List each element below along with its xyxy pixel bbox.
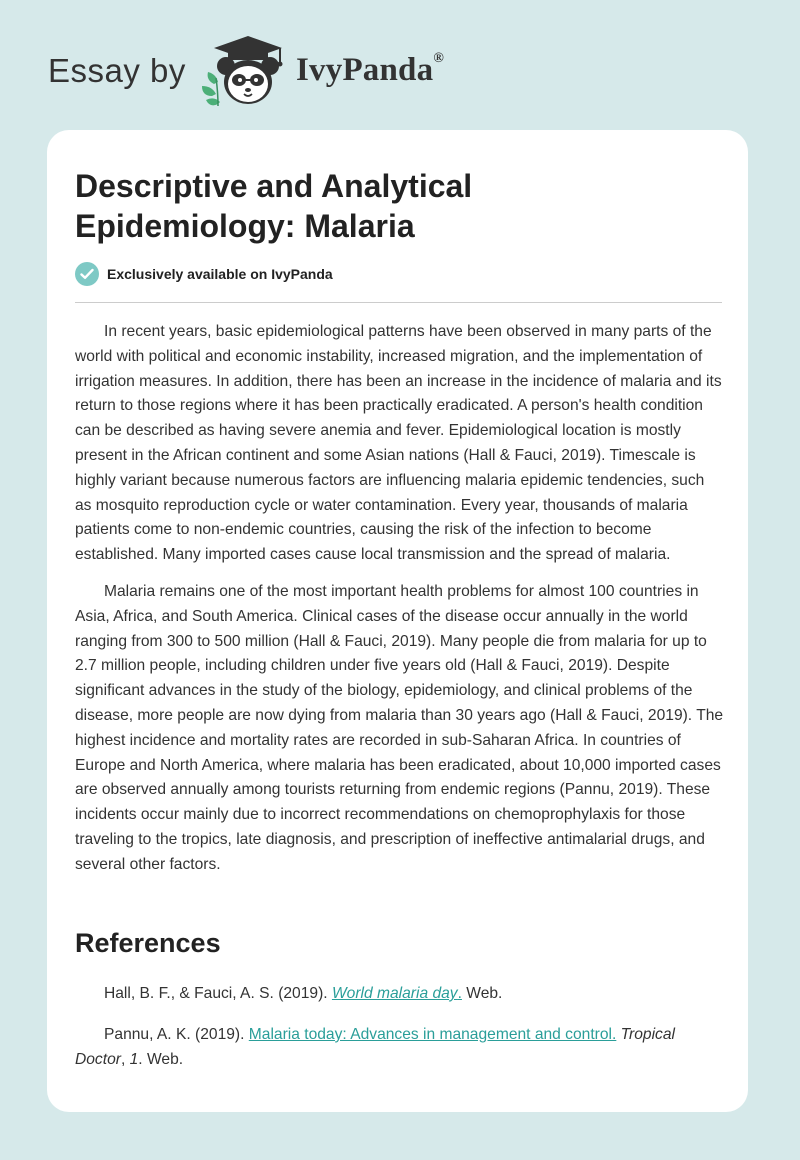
check-icon	[75, 262, 99, 286]
ivypanda-logo-icon[interactable]	[200, 36, 296, 108]
brand-name: IvyPanda®	[296, 51, 444, 88]
paragraph: Malaria remains one of the most important health problems for almost 100 countries in Asia, Africa, and South America. Clinical cases of the disease occur annually in the world ranging from 300 to 500 million (Hall & Fauci, 2019). Many people die from malaria for up to 2.7 million people, including children under five years old (Hall & Fauci, 2019). Despite significant advances in the study of the biology, epidemiology, and clinical problems of the disease, more people are now dying from malaria than 30 years ago (Hall & Fauci, 2019). The highest incidence and mortality rates are recorded in sub-Saharan Africa. In countries of Europe and North America, where malaria has been eradicated, about 10,000 imported cases are observed annually among tourists returning from endemic regions (Pannu, 2019). These incidents occur mainly due to incorrect recommendations on chemoprophylaxis for those traveling to the tropics, late diagnosis, and prescription of ineffective antimalarial drugs, and several other factors.	[75, 582, 724, 873]
reference-item: Hall, B. F., & Fauci, A. S. (2019). World malaria day. Web.	[104, 985, 503, 1002]
essay-card	[47, 130, 748, 1112]
essay-body	[75, 320, 725, 890]
paragraph: In recent years, basic epidemiological patterns have been observed in many parts of the world with political and economic instability, increased migration, and the implementation of irrigation measures. In addition, there has been an increase in the incidence of malaria and its return to those regions where it has been practically eradicated. A person's health condition can be described as having severe anemia and fever. Epidemiological location is mostly present in the African continent and some Asian nations (Hall & Fauci, 2019). Timescale is highly variant because numerous factors are influencing malaria epidemic tendencies, such as mosquito reproduction cycle or water contamination. Every year, thousands of malaria patients come to non-endemic countries, causing the risk of the infection to become established. Many imported cases cause local transmission and the spread of malaria.	[75, 323, 722, 564]
site-header	[0, 0, 800, 130]
registered-mark: ®	[433, 51, 444, 66]
brand-prefix: Essay by	[48, 52, 186, 89]
reference-link-world-malaria-day[interactable]: World malaria day.	[331, 985, 462, 1002]
reference-item: Pannu, A. K. (2019). Malaria today: Advances in management and control. Tropical Doctor, 1. Web.	[75, 1025, 675, 1068]
essay-title: Descriptive and Analytical Epidemiology: Malaria	[75, 168, 473, 244]
references-heading: References	[75, 928, 221, 958]
exclusive-label: Exclusively available on IvyPanda	[107, 266, 333, 282]
references-list	[75, 982, 725, 1088]
reference-link-malaria-today[interactable]: Malaria today: Advances in management and control.	[248, 1025, 617, 1043]
divider	[75, 302, 722, 303]
exclusive-badge	[75, 262, 333, 286]
